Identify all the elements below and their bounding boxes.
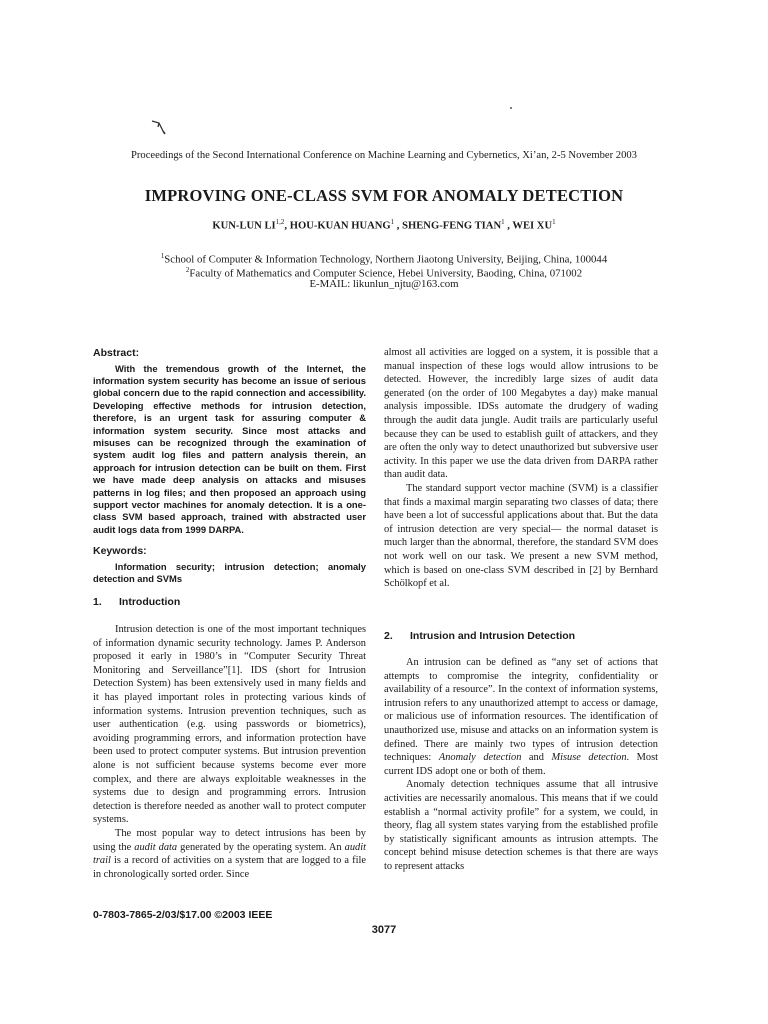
author-sup: 1,2 (275, 218, 285, 226)
author-sup: 1 (501, 218, 505, 226)
paragraph: Intrusion detection is one of the most important techniques of information dynamic security technology. James P. Anderson proposed it early in 1980’s in “Computer Security Threat Monitoring and Serveillance”[1]. IDS (short for Intrusion Detection System) has been extensively used in many fields and it has played important roles in protecting various kinds of information systems. Intrusion prevention techniques, such as user authentication (e.g. using passwords or biometrics), avoiding programming errors, and information protection have been used to protect computer systems. But intrusion prevention alone is not sufficient because systems become ever more complex, and there are always exploitable weaknesses in the systems due to design and programming errors. Intrusion detection is therefore needed as another wall to protect computer systems. (93, 624, 366, 826)
paragraph (93, 827, 366, 881)
author-name: HOU-KUAN HUANG (289, 220, 391, 232)
text-run: is a record of activities on a system that are logged to a file in chronologically sorted order. Since (93, 855, 366, 880)
paper-title: IMPROVING ONE-CLASS SVM FOR ANOMALY DETECTION (144, 186, 624, 205)
section-2-heading (384, 630, 658, 644)
abstract-block (93, 347, 366, 536)
author-sep: , (284, 220, 290, 232)
abstract-heading: Abstract: (93, 347, 140, 359)
scan-dot (510, 107, 512, 109)
italic-term: Misuse detection (551, 752, 627, 764)
proceedings-header: Proceedings of the Second International Conference on Machine Learning and Cybernetics, Xi’an, 2-5 November 2003 (131, 150, 637, 161)
author-name: SHENG-FENG TIAN (402, 220, 502, 232)
italic-term: Anomaly detection (438, 752, 522, 764)
italic-term: audit trail (93, 841, 366, 867)
italic-term: audit data (134, 841, 178, 853)
paragraph: The standard support vector machine (SVM) is a classifier that finds a maximal margin separating two classes of data; there have been a lot of successful applications about that. But the data of intrusion detection are very special— the normal dataset is much larger than the abnormal, therefore, the standard SVM does not work well on our task. We present a new SVM method, which is based on one-class SVM described in [2] by Bernhard Schölkopf et al. (384, 482, 658, 590)
section-1-body (93, 623, 366, 881)
section-1-heading (93, 596, 366, 610)
page-number: 3077 (371, 924, 397, 936)
abstract-text: With the tremendous growth of the Internet, the information system security has become an issue of serious global concern due to the rapid connection and accessibility. Developing effective methods for intrusion detection, therefore, is an urgent task for assuring computer & information system security. Since most attacks and misuses can be recognized through the examination of system audit log files and pattern analysis therein, an approach for intrusion detection can be built on them. First we have made deep analysis on attacks and misuses patterns in log files; and then proposed an approach using support vector machines for anomaly detection. It is a one-class SVM based approach, trained with abstracted user audit logs data from 1999 DARPA. (93, 362, 366, 535)
text-run: . Most current IDS adopt one or both of them. (384, 752, 659, 777)
author-sup: 1 (552, 218, 556, 226)
text-run: An intrusion can be defined as “any set of actions that attempts to compromise the integrity, confidentiality or availability of a resource”. In the context of information systems, intrusion refers to any unauthorized attempt to access or damage, or malicious use of information resources. The identification of unauthorized use, misuse and attacks on an information system is defined. There are mainly two types of intrusion detection techniques: (384, 657, 658, 764)
keywords-text: Information security; intrusion detection; anomaly detection and SVMs (93, 560, 366, 584)
section-title: Introduction (119, 596, 181, 608)
affiliation-text: Faculty of Mathematics and Computer Science, Hebei University, Baoding, China, 071002 (189, 267, 583, 280)
keywords-block (93, 545, 366, 585)
text-run: generated by the operating system. An (177, 841, 345, 853)
author-sep: , (504, 220, 513, 232)
text-run: and (521, 752, 552, 764)
affiliation-text: School of Computer & Information Technology, Northern Jiaotong University, Beijing, China, 100044 (164, 253, 608, 266)
scan-mark-icon (150, 118, 170, 138)
copyright-line: 0-7803-7865-2/03/$17.00 ©2003 IEEE (93, 909, 273, 921)
keywords-heading: Keywords: (93, 545, 147, 557)
section-2-body (384, 656, 658, 874)
right-column-intro (384, 346, 658, 591)
paragraph (384, 656, 658, 778)
author-sep: , (394, 220, 403, 232)
author-list (0, 218, 768, 232)
section-number: 1. (93, 596, 102, 608)
email-line: E-MAIL: likunlun_njtu@163.com (309, 278, 459, 290)
affiliation-sup: 2 (185, 266, 190, 274)
paragraph: almost all activities are logged on a system, it is possible that a manual inspection of these logs would allow intrusions to be detected. However, the incredibly large sizes of audit data generated (on the order of 100 Megabytes a day) make manual analysis impossible. IDSs automate the drudgery of wading through the audit data jungle. Audit trails are particularly useful because they can be used to establish guilt of attackers, and they are often the only way to detect unauthorized but subversive user activity. In this paper we use the data driven from DARPA rather than audit data. (384, 347, 658, 481)
author-sup: 1 (390, 218, 395, 226)
section-title: Intrusion and Intrusion Detection (410, 630, 576, 642)
section-number: 2. (384, 630, 393, 642)
author-name: KUN-LUN LI (212, 220, 276, 232)
text-run: The most popular way to detect intrusions has been by using the (93, 827, 366, 853)
author-name: WEI XU (512, 220, 553, 232)
affiliation-sup: 1 (160, 252, 165, 260)
paragraph: Anomaly detection techniques assume that all intrusive activities are necessarily anomalous. This means that if we could establish a “normal activity profile” for a system, we could, in theory, flag all system states varying from the established profile by statistically significant amounts as intrusion attempts. The concept behind misuse detection schemes is that there are ways to represent attacks (384, 779, 658, 872)
